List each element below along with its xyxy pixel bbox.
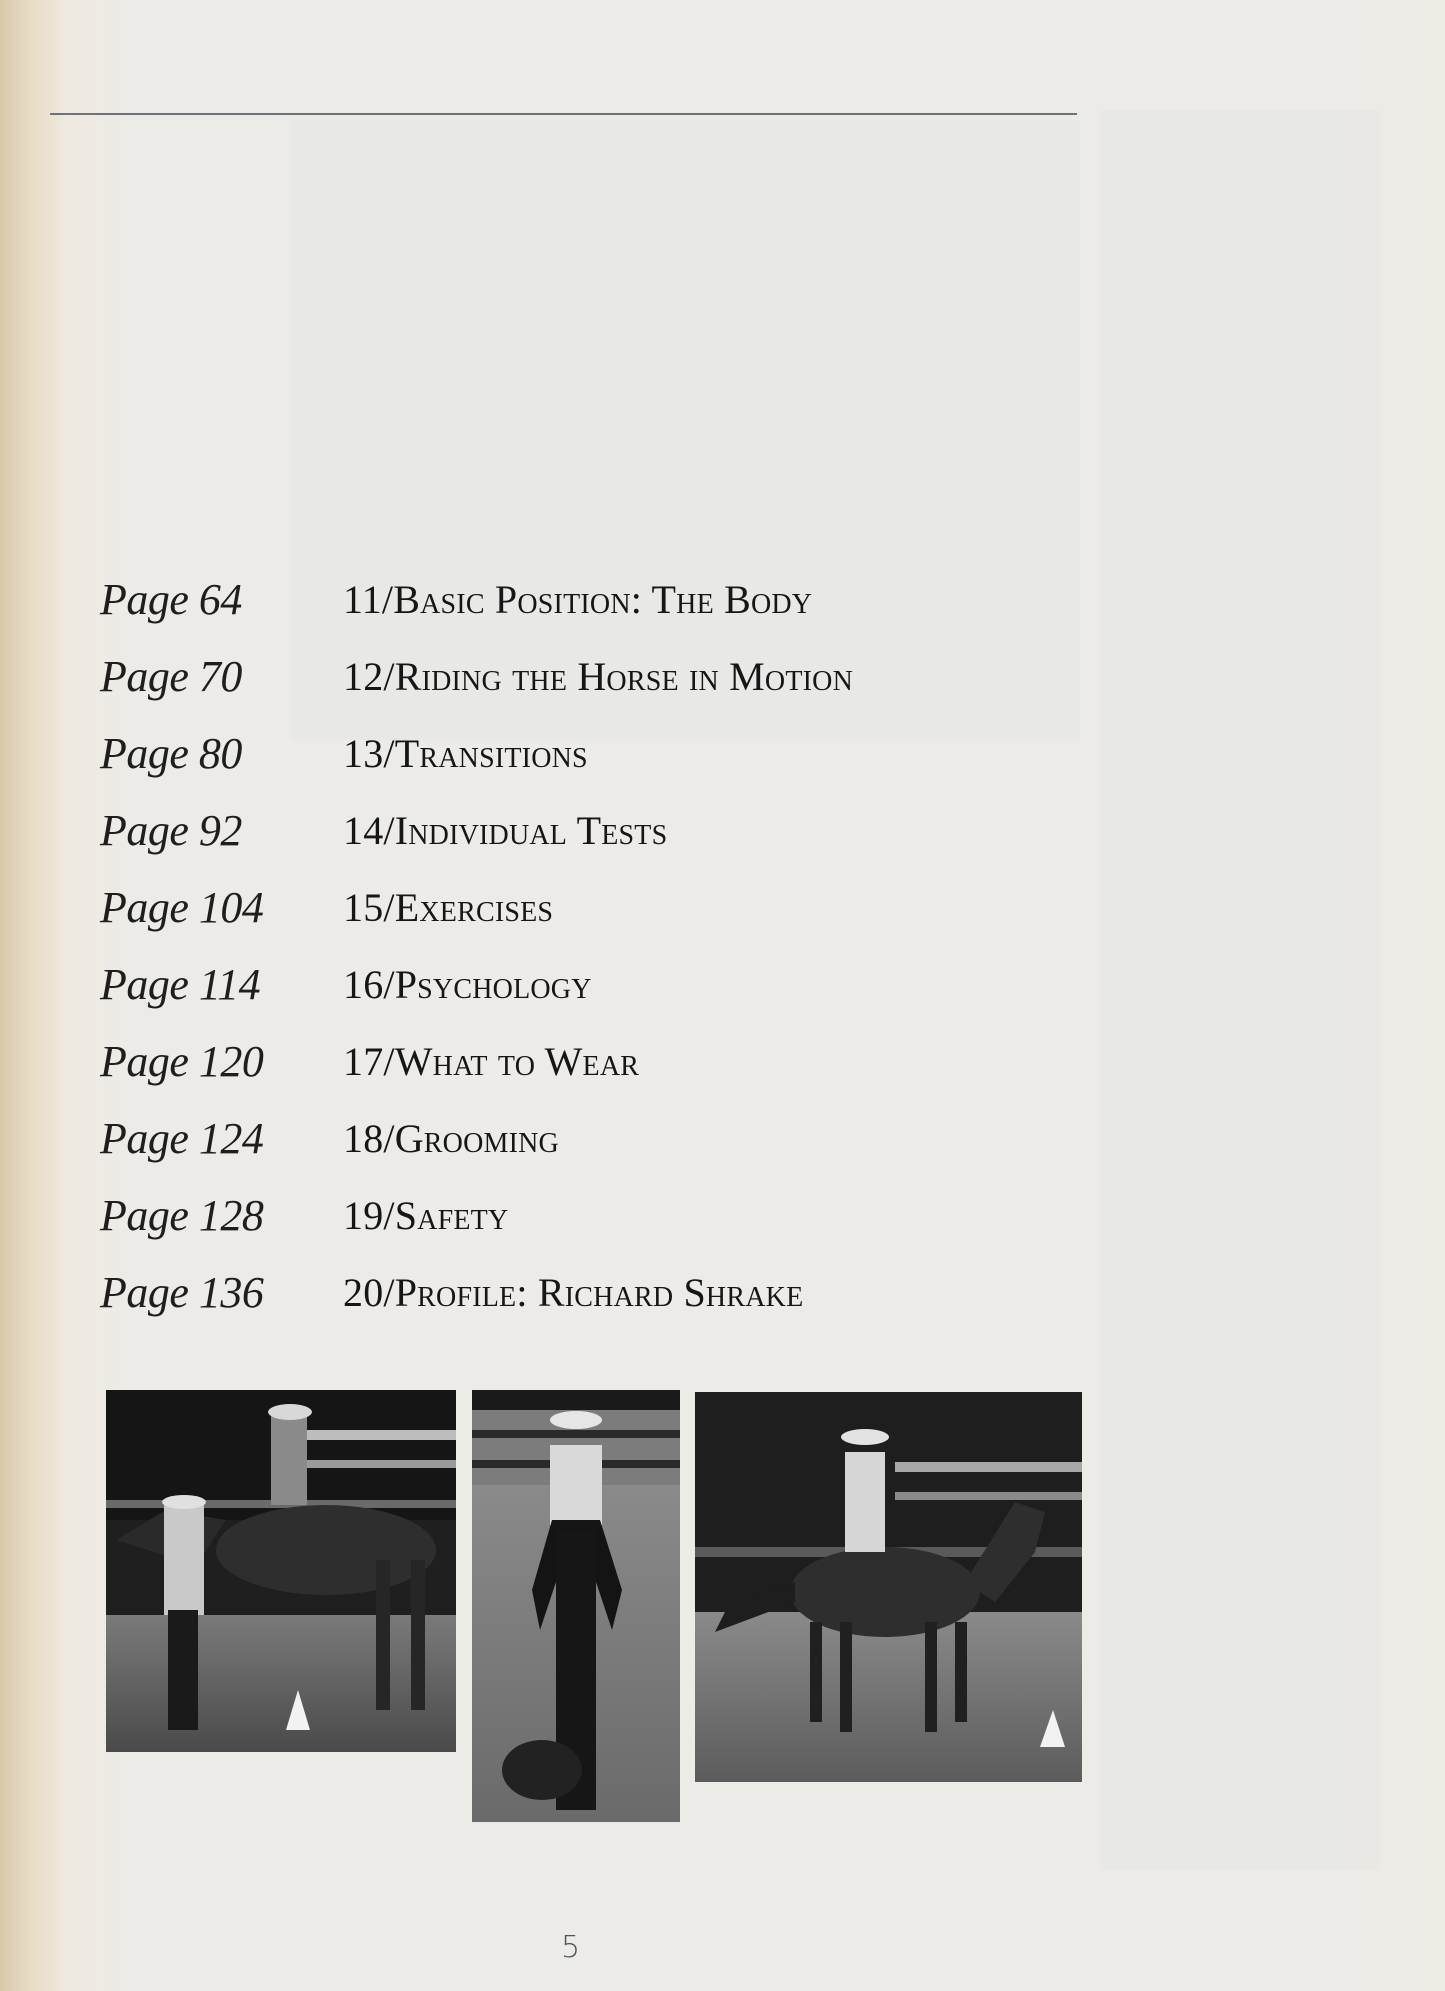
toc-page-label: Page 136 — [100, 1268, 264, 1317]
toc-chapter-title: 11/Basic Position: The Body — [343, 577, 813, 622]
toc-page-label: Page 120 — [100, 1037, 264, 1086]
toc-page-label: Page 92 — [100, 806, 242, 855]
photo-rider-front-view — [472, 1390, 680, 1822]
toc-page-label: Page 124 — [100, 1114, 264, 1163]
toc-page-label: Page 128 — [100, 1191, 264, 1240]
toc-chapter-title: 12/Riding the Horse in Motion — [343, 654, 853, 699]
header-rule — [50, 113, 1077, 115]
toc-chapter-title: 16/Psychology — [343, 962, 592, 1007]
toc-chapter-title: 13/Transitions — [343, 731, 588, 776]
toc-chapter-title: 17/What to Wear — [343, 1039, 640, 1084]
toc-page-label: Page 104 — [100, 883, 264, 932]
toc-chapter-title: 18/Grooming — [343, 1116, 559, 1161]
toc-page-label: Page 80 — [100, 729, 242, 778]
horse-photo-image — [695, 1392, 1082, 1782]
bleed-through-right-column — [1100, 110, 1380, 1870]
toc-page-label: Page 114 — [100, 960, 261, 1009]
toc-page-label: Page 70 — [100, 652, 242, 701]
toc-chapter-title: 14/Individual Tests — [343, 808, 668, 853]
toc-chapter-title: 15/Exercises — [343, 885, 554, 930]
toc-page-label: Page 64 — [100, 575, 242, 624]
photo-rider-side-view — [695, 1392, 1082, 1782]
page-number: 5 — [561, 1930, 581, 1965]
horse-photo-image — [472, 1390, 680, 1822]
bleed-through-shadow — [290, 120, 1080, 740]
horse-photo-image — [106, 1390, 456, 1752]
toc-chapter-title: 19/Safety — [343, 1193, 509, 1238]
photo-instructor-with-rider — [106, 1390, 456, 1752]
toc-chapter-title: 20/Profile: Richard Shrake — [343, 1270, 804, 1315]
